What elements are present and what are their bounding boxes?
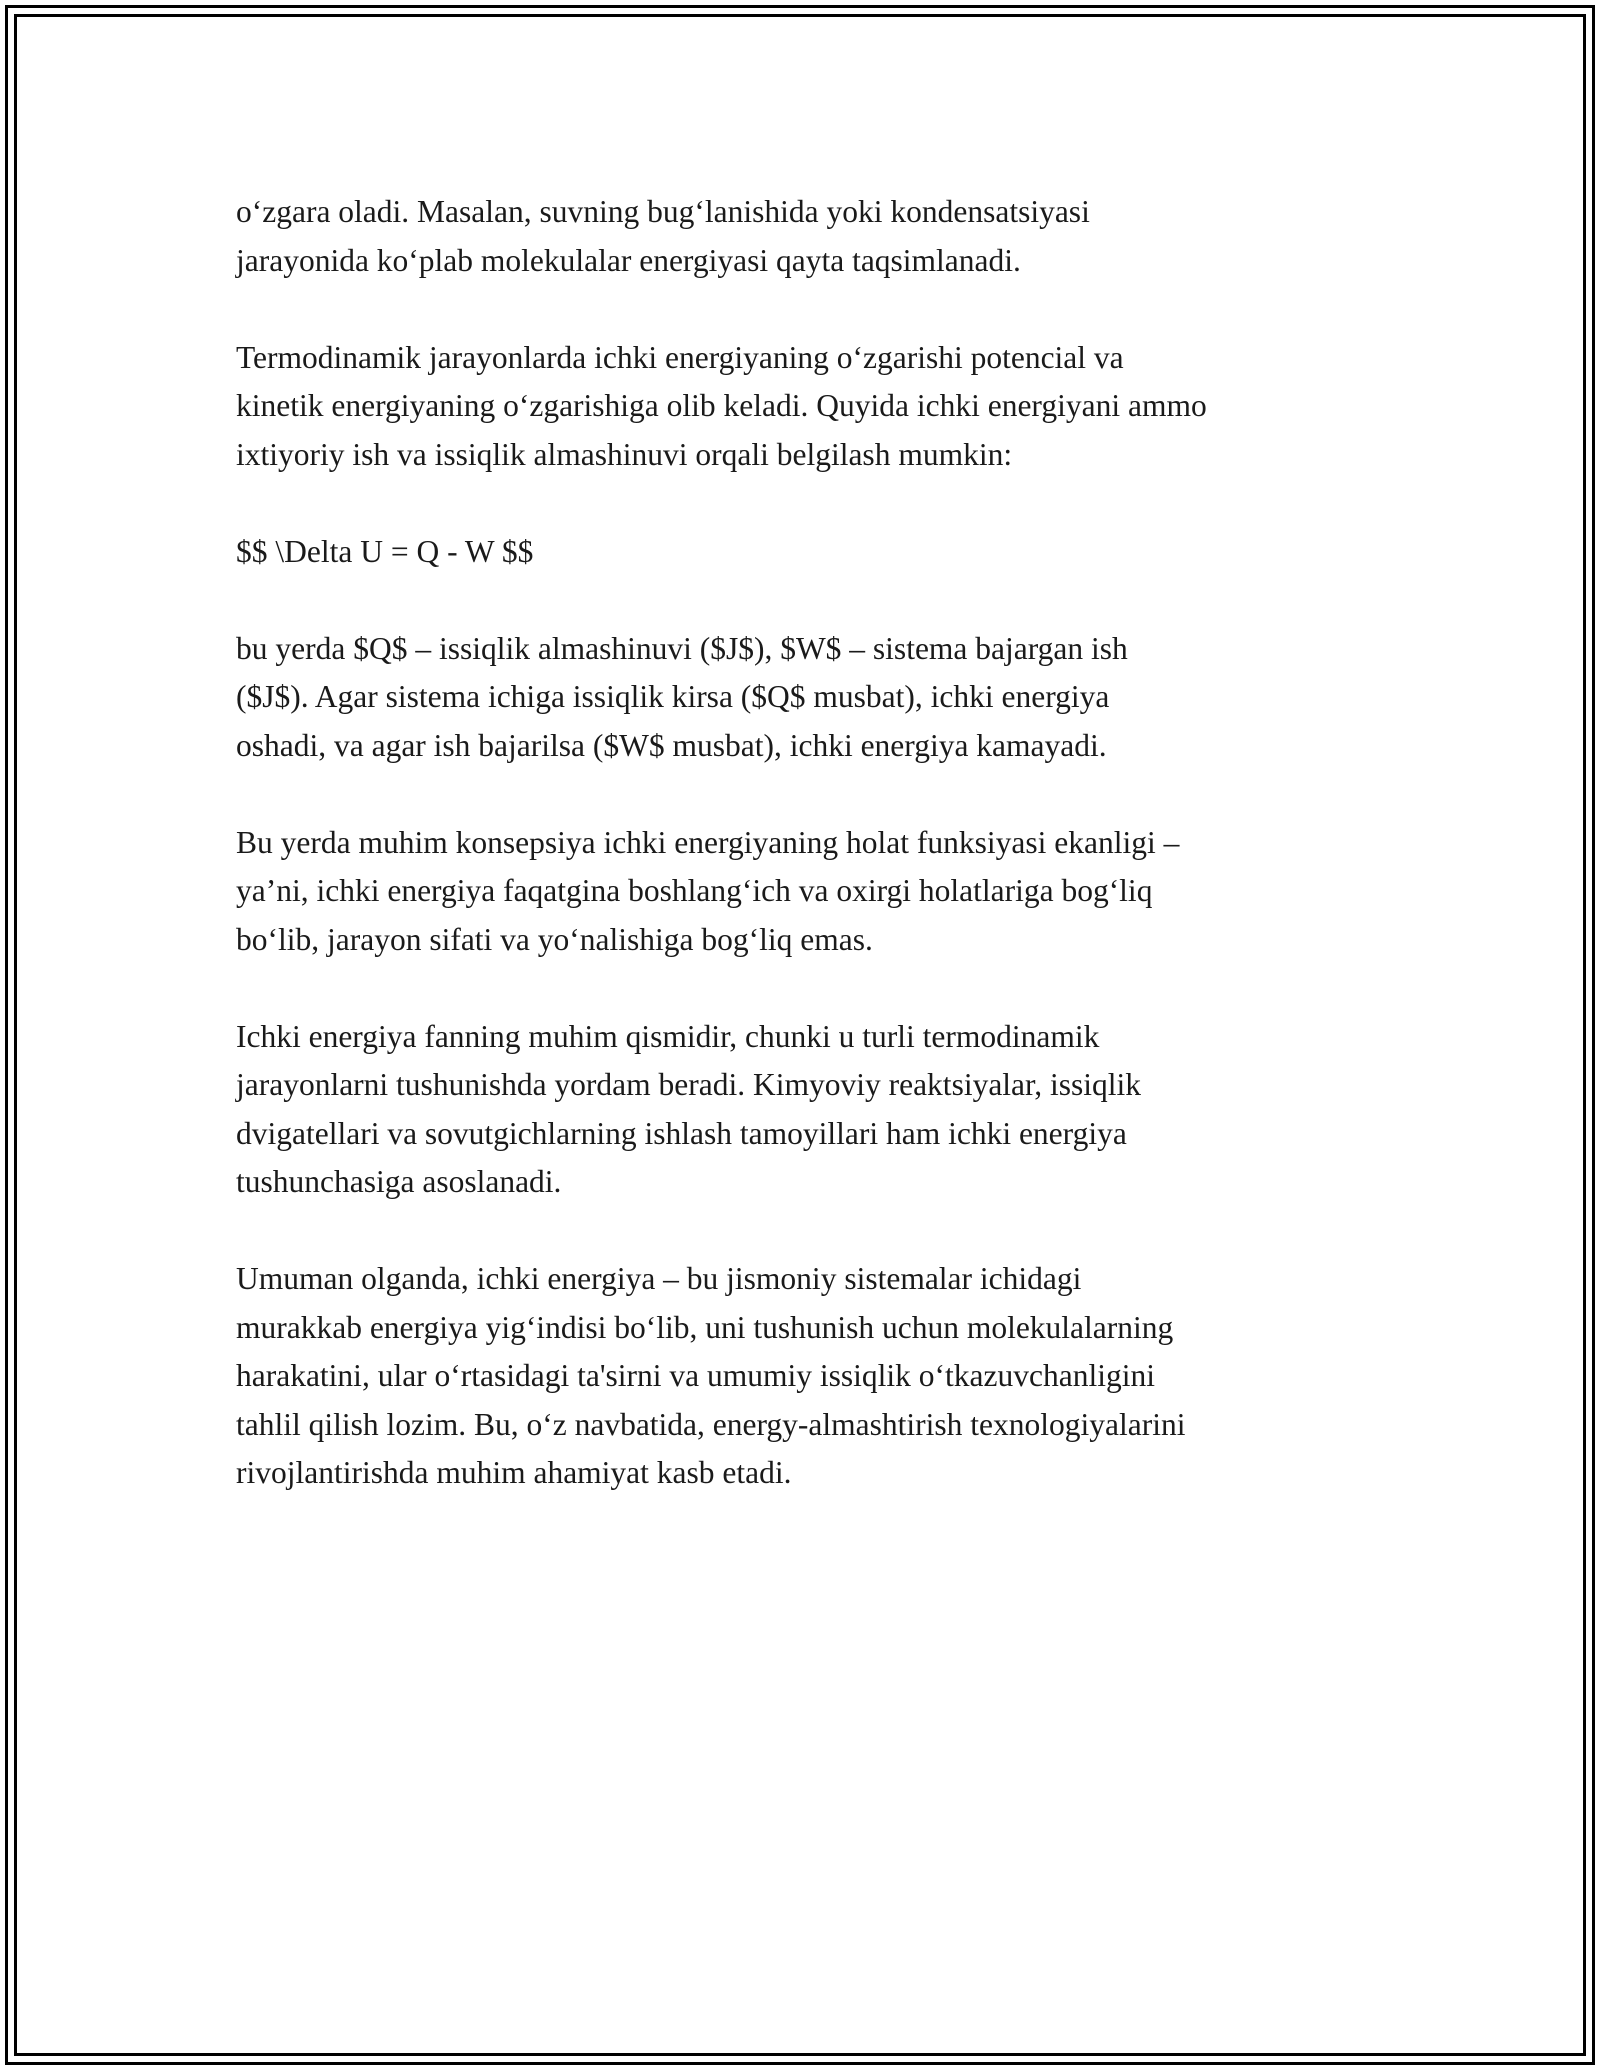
paragraph-conclusion: Umuman olganda, ichki energiya – bu jismoniy sistemalar ichidagi murakkab energiya yig‘indisi bo‘lib, uni tushunish uchun molekulalarning harakatini, ular o‘rtasidagi ta'sirni va umumiy issiqlik o‘tkazuvchanligini tahlil qilish lozim. Bu, o‘z navbatida, energy-almashtirish texnologiyalarini rivojlantirishda muhim ahamiyat kasb etadi. bbox=[236, 1261, 1186, 1490]
equation-first-law: $$ \Delta U = Q - W $$ bbox=[236, 533, 534, 569]
document-body bbox=[236, 188, 1386, 1546]
paragraph-thermodynamic-processes: Termodinamik jarayonlarda ichki energiyaning o‘zgarishi potencial va kinetik energiyaning o‘zgarishiga olib keladi. Quyida ichki energiyani ammo ixtiyoriy ish va issiqlik almashinuvi orqali belgilash mumkin: bbox=[236, 339, 1207, 472]
paragraph-state-change: o‘zgara oladi. Masalan, suvning bug‘lanishida yoki kondensatsiyasi jarayonida ko‘plab molekulalar energiyasi qayta taqsimlanadi. bbox=[236, 194, 1090, 278]
paragraph-variable-definitions: bu yerda $Q$ – issiqlik almashinuvi ($J$), $W$ – sistema bajargan ish ($J$). Agar sistema ichiga issiqlik kirsa ($Q$ musbat), ichki energiya oshadi, va agar ish bajarilsa ($W$ musbat), ichki energiya kamayadi. bbox=[236, 630, 1128, 763]
paragraph-importance: Ichki energiya fanning muhim qismidir, chunki u turli termodinamik jarayonlarni tushunishda yordam beradi. Kimyoviy reaktsiyalar, issiqlik dvigatellari va sovutgichlarning ishlash tamoyillari ham ichki energiya tushunchasiga asoslanadi. bbox=[236, 1018, 1142, 1199]
paragraph-state-function: Bu yerda muhim konsepsiya ichki energiyaning holat funksiyasi ekanligi – ya’ni, ichki energiya faqatgina boshlang‘ich va oxirgi holatlariga bog‘liq bo‘lib, jarayon sifati va yo‘nalishiga bog‘liq emas. bbox=[236, 824, 1180, 957]
